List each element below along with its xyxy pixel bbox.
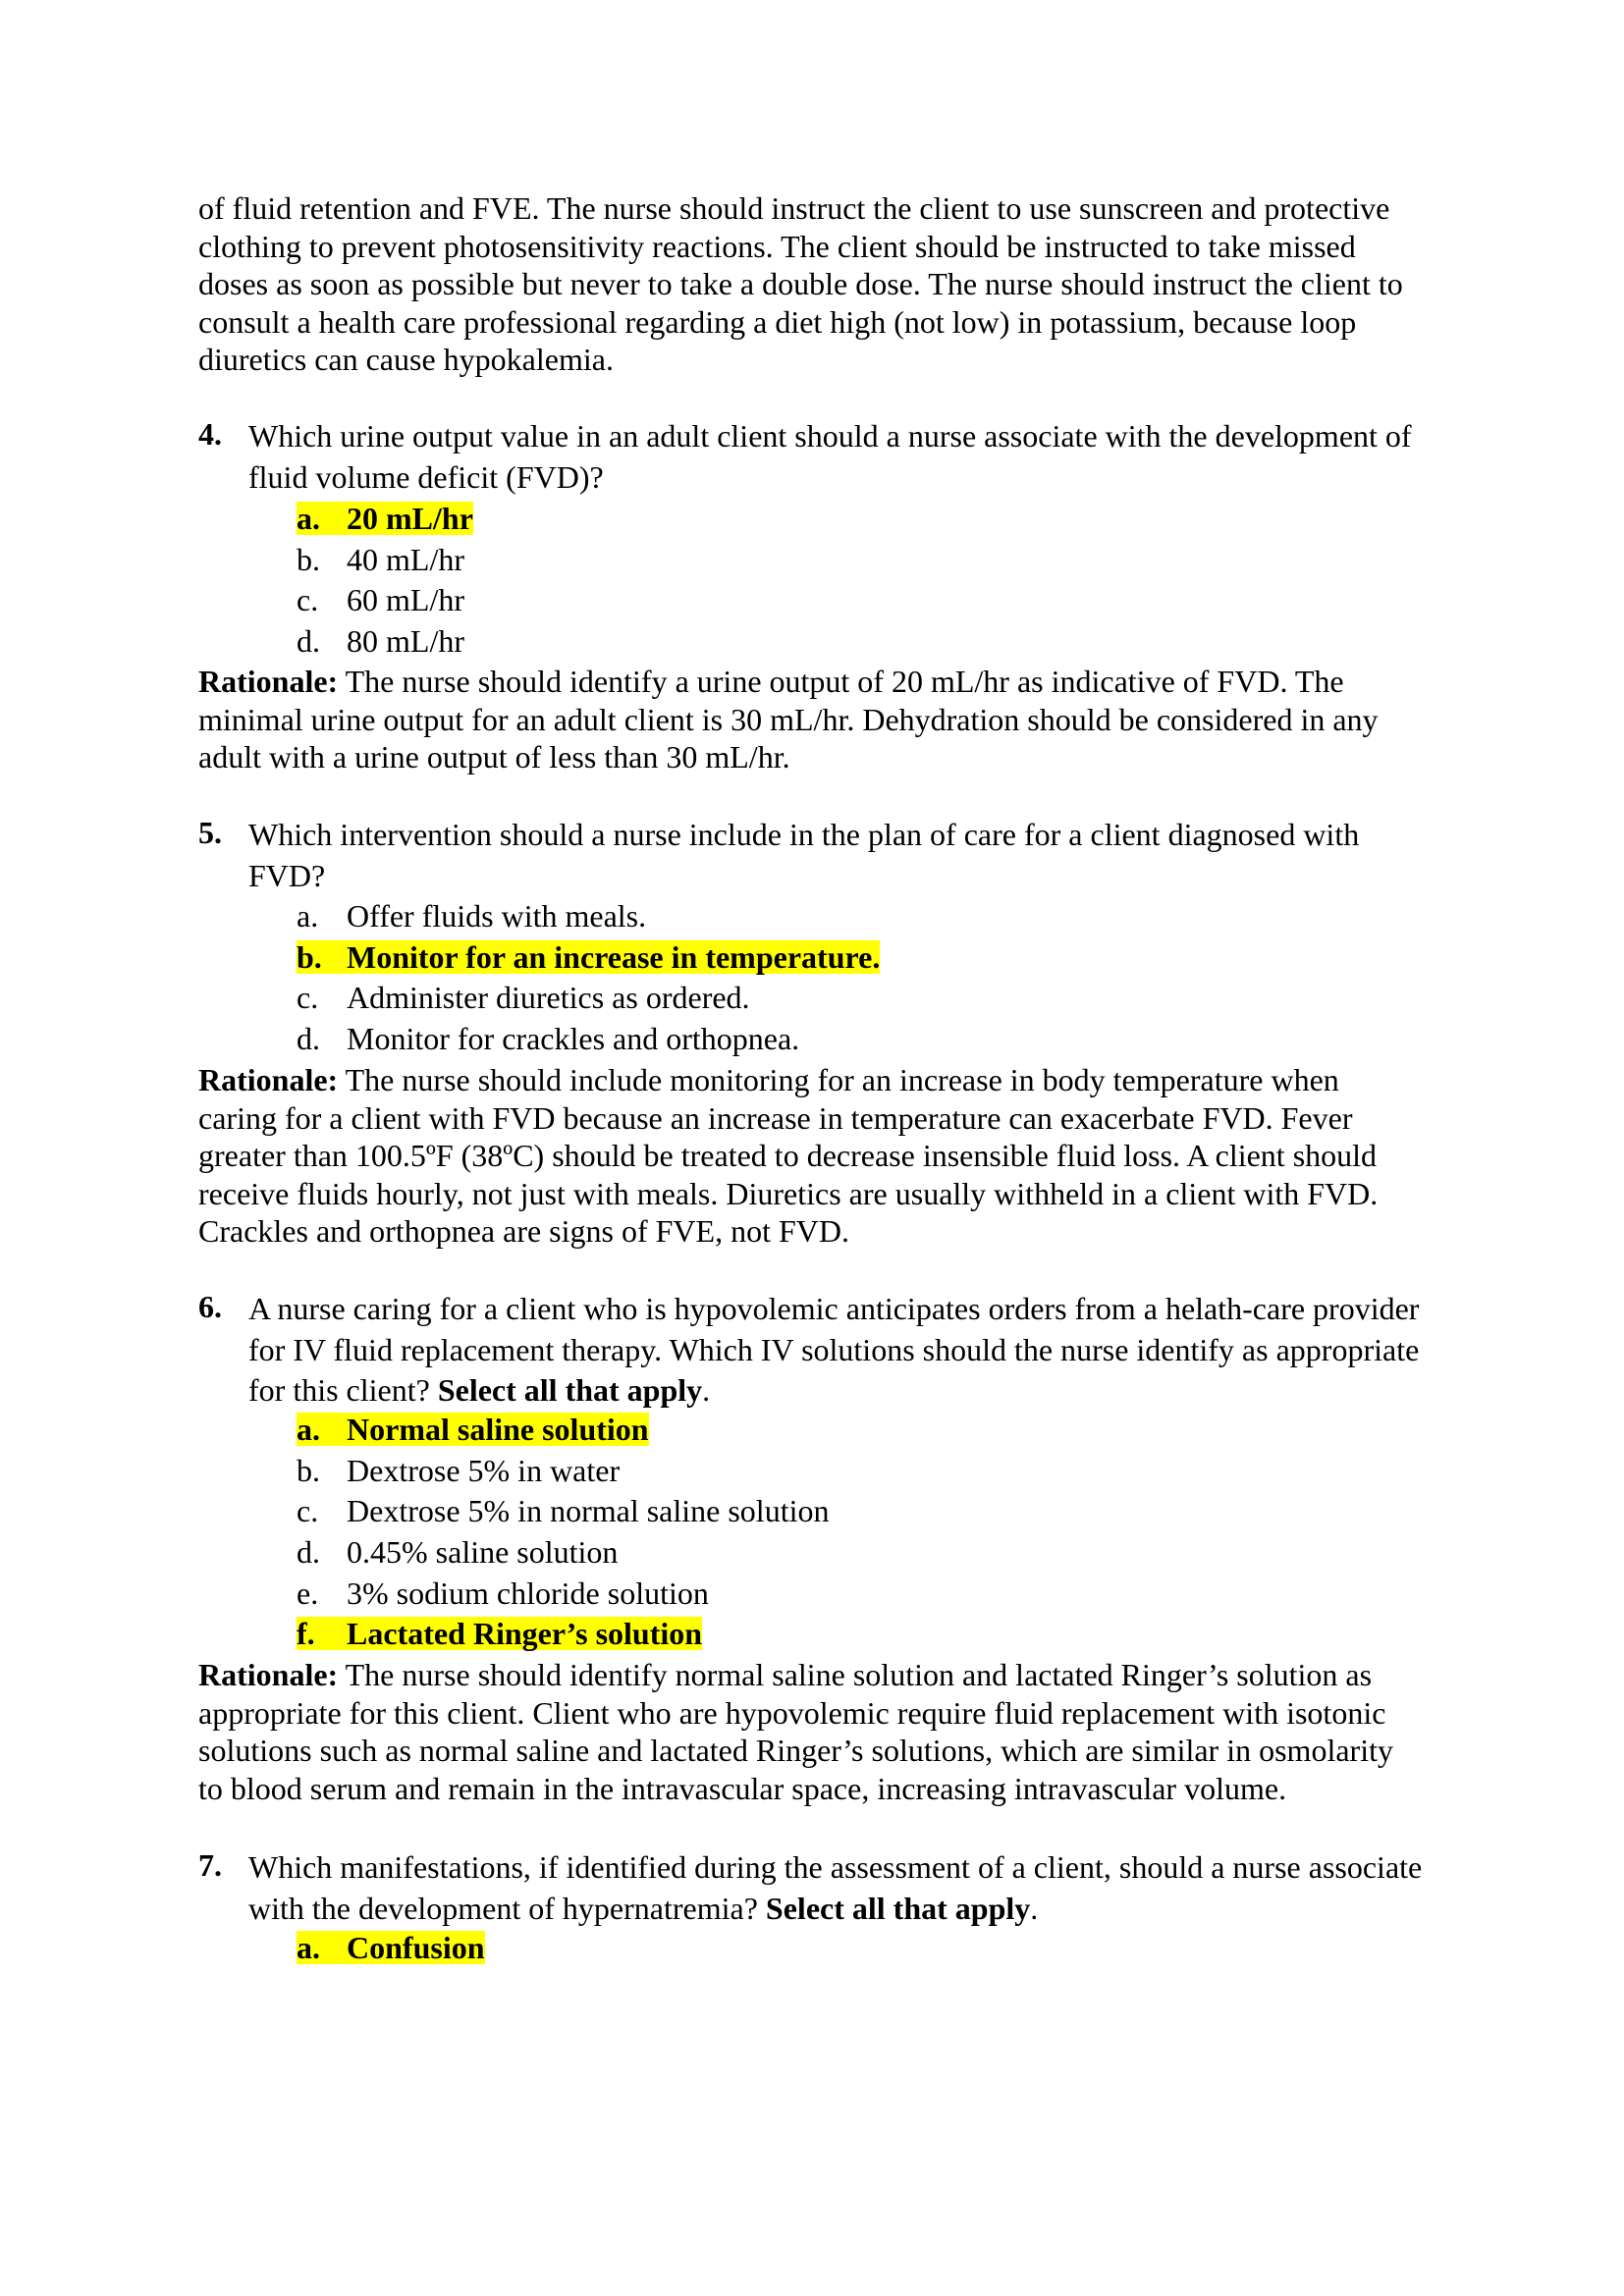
rationale-line: [198, 1732, 1393, 1770]
option-letter: c.: [297, 1493, 319, 1529]
option-content: [297, 1022, 799, 1055]
stem-text: Which manifestations, if identified during the assessment of a client, should a nurse associate: [248, 1849, 1423, 1885]
text-line: consult a health care professional regarding a diet high (not low) in potassium, because loop: [198, 303, 1357, 340]
stem-text: FVD?: [248, 857, 326, 893]
option-text: Offer fluids with meals.: [347, 898, 647, 934]
option-content: [297, 1931, 485, 1964]
rationale-text: caring for a client with FVD because an increase in temperature can exacerbate FVD. Fever: [198, 1099, 1353, 1136]
answer-option: [297, 978, 880, 1019]
option-text: Confusion: [347, 1930, 485, 1965]
option-letter: a.: [297, 501, 320, 536]
text-line: clothing to prevent photosensitivity reactions. The client should be instructed to take missed: [198, 228, 1356, 264]
rationale-line: [198, 738, 1379, 776]
select-all-instruction: Select all that apply: [765, 1890, 1031, 1926]
answer-option: [297, 621, 473, 663]
stem-text: fluid volume deficit (FVD)?: [248, 458, 604, 495]
answer-option: [297, 1451, 829, 1492]
option-text: Administer diuretics as ordered.: [347, 980, 750, 1016]
option-letter: d.: [297, 1534, 320, 1571]
answer-option: [297, 540, 473, 581]
option-text: Monitor for crackles and orthopnea.: [347, 1021, 800, 1057]
question-4-stem: [198, 416, 1412, 498]
rationale-text: Crackles and orthopnea are signs of FVE, not FVD.: [198, 1213, 849, 1250]
rationale-line: [198, 1061, 1378, 1099]
option-content: [297, 940, 880, 974]
correct-answer-option: [297, 1614, 829, 1655]
rationale-label: Rationale:: [198, 1657, 339, 1692]
rationale-line: [198, 1656, 1393, 1694]
option-text: Normal saline solution: [347, 1412, 649, 1447]
rationale-text: minimal urine output for an adult client is 30 mL/hr. Dehydration should be considered in any: [198, 701, 1379, 737]
option-content: [297, 502, 473, 535]
question-4-rationale: [198, 663, 1379, 776]
stem-line: [198, 416, 1412, 457]
stem-line: [198, 457, 1412, 499]
rationale-line: [198, 1212, 1378, 1251]
option-letter: c.: [297, 980, 319, 1016]
rationale-line: [198, 1770, 1393, 1808]
option-content: [297, 981, 750, 1014]
rationale-text: The nurse should identify normal saline solution and lactated Ringer’s solution as: [338, 1657, 1373, 1692]
question-number: 5.: [198, 815, 222, 850]
intro-paragraph: [198, 189, 1403, 379]
punctuation: .: [1030, 1890, 1039, 1926]
rationale-text: receive fluids hourly, not just with meals. Diuretics are usually withheld in a client with FVD.: [198, 1175, 1379, 1211]
option-letter: a.: [297, 1412, 320, 1447]
answer-option: [297, 1491, 829, 1532]
answer-option: [297, 1019, 880, 1060]
rationale-text: greater than 100.5ºF (38ºC) should be treated to decrease insensible fluid loss. A client should: [198, 1138, 1378, 1174]
text-line: diuretics can cause hypokalemia.: [198, 342, 614, 378]
question-7-options: [297, 1928, 485, 1969]
rationale-line: [198, 1099, 1378, 1138]
question-6-stem: [198, 1289, 1419, 1412]
stem-line: [198, 1889, 1422, 1930]
option-letter: d.: [297, 623, 320, 660]
option-text: Monitor for an increase in temperature.: [347, 938, 881, 975]
answer-option: [297, 580, 473, 621]
answer-option: [297, 1532, 829, 1574]
option-letter: c.: [297, 582, 319, 618]
option-letter: e.: [297, 1575, 319, 1611]
option-content: [297, 1535, 618, 1569]
option-content: [297, 624, 464, 658]
punctuation: .: [702, 1372, 711, 1409]
stem-line: [198, 856, 1359, 897]
option-content: [297, 1576, 709, 1610]
option-letter: a.: [297, 898, 319, 934]
rationale-text: The nurse should include monitoring for an increase in body temperature when: [338, 1062, 1339, 1097]
correct-answer-option: [297, 937, 880, 979]
question-6-options: [297, 1410, 829, 1655]
rationale-label: Rationale:: [198, 1062, 339, 1097]
rationale-line: [198, 701, 1379, 739]
rationale-line: [198, 1137, 1378, 1175]
option-letter: b.: [297, 541, 320, 577]
option-content: [297, 1413, 649, 1446]
text-line: doses as soon as possible but never to take a double dose. The nurse should instruct the client to: [198, 266, 1403, 302]
stem-line: [198, 815, 1359, 856]
option-text: 60 mL/hr: [347, 582, 464, 618]
correct-answer-option: [297, 1928, 485, 1969]
option-content: [297, 543, 464, 576]
correct-answer-option: [297, 1410, 829, 1451]
rationale-line: [198, 1694, 1393, 1733]
rationale-text: appropriate for this client. Client who are hypovolemic require fluid replacement with isotonic: [198, 1694, 1386, 1731]
option-text: Lactated Ringer’s solution: [347, 1616, 703, 1652]
question-7-stem: [198, 1847, 1422, 1929]
stem-line: [198, 1370, 1419, 1412]
question-5-stem: [198, 815, 1359, 896]
rationale-text: The nurse should identify a urine output of 20 mL/hr as indicative of FVD. The: [338, 664, 1344, 699]
stem-text: A nurse caring for a client who is hypovolemic anticipates orders from a helath-care provider: [248, 1291, 1420, 1326]
question-number: 6.: [198, 1289, 222, 1324]
stem-text: Which intervention should a nurse include in the plan of care for a client diagnosed with: [248, 817, 1360, 852]
select-all-instruction: Select all that apply: [437, 1372, 703, 1409]
option-letter: a.: [297, 1930, 320, 1965]
text-line: of fluid retention and FVE. The nurse should instruct the client to use sunscreen and protective: [198, 190, 1390, 226]
rationale-text: solutions such as normal saline and lactated Ringer’s solutions, which are similar in osmolarity: [198, 1733, 1393, 1769]
stem-line: [198, 1330, 1419, 1371]
correct-answer-option: [297, 499, 473, 540]
question-number: 7.: [198, 1847, 222, 1883]
answer-option: [297, 896, 880, 937]
question-number: 4.: [198, 416, 222, 452]
option-content: [297, 1494, 829, 1527]
question-5-rationale: [198, 1061, 1378, 1251]
option-text: 80 mL/hr: [347, 623, 464, 660]
stem-line: [198, 1847, 1422, 1889]
option-text: 3% sodium chloride solution: [347, 1575, 709, 1611]
option-text: 40 mL/hr: [347, 541, 464, 577]
question-5-options: [297, 896, 880, 1060]
rationale-text: adult with a urine output of less than 30 mL/hr.: [198, 739, 790, 775]
option-content: [297, 583, 464, 616]
option-content: [297, 899, 646, 933]
answer-option: [297, 1574, 829, 1615]
option-letter: b.: [297, 938, 322, 975]
stem-text: for this client?: [248, 1372, 438, 1409]
option-letter: d.: [297, 1021, 320, 1057]
question-4-options: [297, 499, 473, 663]
rationale-label: Rationale:: [198, 664, 339, 699]
rationale-line: [198, 1175, 1378, 1213]
option-letter: f.: [297, 1616, 315, 1652]
option-content: [297, 1454, 620, 1487]
option-text: 20 mL/hr: [347, 501, 473, 536]
rationale-text: to blood serum and remain in the intravascular space, increasing intravascular volume.: [198, 1770, 1287, 1806]
stem-text: for IV fluid replacement therapy. Which IV solutions should the nurse identify as appropriate: [248, 1331, 1420, 1367]
option-letter: b.: [297, 1452, 320, 1488]
option-text: Dextrose 5% in normal saline solution: [347, 1493, 830, 1529]
question-6-rationale: [198, 1656, 1393, 1807]
rationale-line: [198, 663, 1379, 701]
stem-text: with the development of hypernatremia?: [248, 1890, 766, 1926]
option-text: Dextrose 5% in water: [347, 1452, 621, 1488]
stem-text: Which urine output value in an adult client should a nurse associate with the development of: [248, 418, 1412, 454]
stem-line: [198, 1289, 1419, 1330]
option-content: [297, 1617, 702, 1650]
option-text: 0.45% saline solution: [347, 1534, 619, 1571]
